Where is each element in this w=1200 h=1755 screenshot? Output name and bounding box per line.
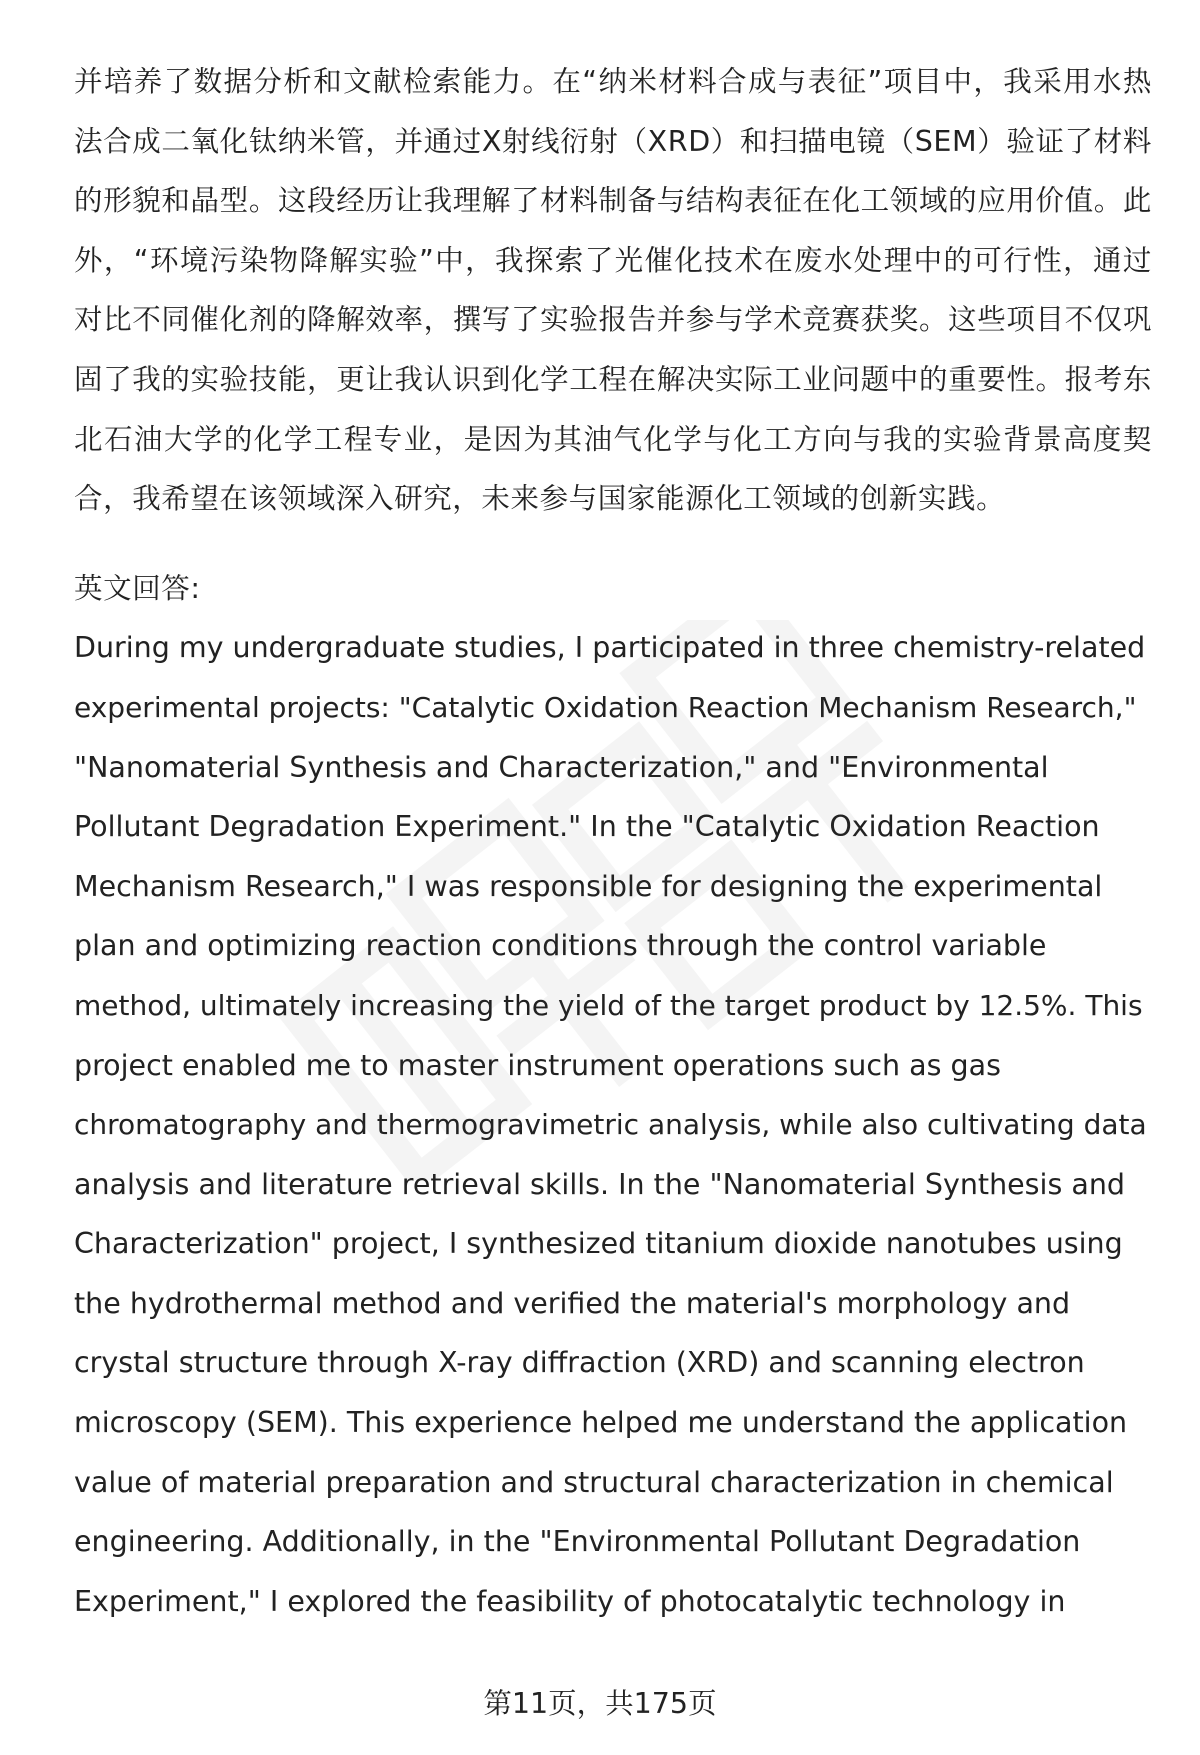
text-line: plan and optimizing reaction conditions through the control variable xyxy=(74,929,1047,963)
text-line: crystal structure through X-ray diffraction (XRD) and scanning electron xyxy=(74,1346,1085,1380)
text-line: "Nanomaterial Synthesis and Characterization," and "Environmental xyxy=(74,750,1049,784)
document-body xyxy=(74,52,1154,1631)
text-line: project enabled me to master instrument operations such as gas xyxy=(74,1048,1001,1082)
text-line: microscopy (SEM). This experience helped me understand the application xyxy=(74,1406,1128,1440)
page-number-footer: 第11页，共175页 xyxy=(483,1687,717,1720)
text-line: value of material preparation and structural characterization in chemical xyxy=(74,1465,1114,1499)
text-line: Characterization" project, I synthesized titanium dioxide nanotubes using xyxy=(74,1227,1123,1261)
text-line: experimental projects: "Catalytic Oxidation Reaction Mechanism Research," xyxy=(74,690,1137,724)
text-line: analysis and literature retrieval skills. In the "Nanomaterial Synthesis and xyxy=(74,1167,1125,1201)
text-line: Mechanism Research," I was responsible for designing the experimental xyxy=(74,869,1103,903)
text-line: Pollutant Degradation Experiment." In the "Catalytic Oxidation Reaction xyxy=(74,810,1100,844)
text-line: chromatography and thermogravimetric analysis, while also cultivating data xyxy=(74,1108,1147,1142)
english-paragraph xyxy=(74,618,1154,1631)
text-line: method, ultimately increasing the yield of the target product by 12.5%. This xyxy=(74,988,1143,1022)
text-line: engineering. Additionally, in the "Environmental Pollutant Degradation xyxy=(74,1525,1081,1559)
english-answer-heading: 英文回答: xyxy=(74,571,201,605)
text-line: Experiment," I explored the feasibility of photocatalytic technology in xyxy=(74,1584,1066,1618)
chinese-paragraph: 并培养了数据分析和文献检索能力。在“纳米材料合成与表征”项目中，我采用水热法合成二氧化钛纳米管，并通过X射线衍射（XRD）和扫描电镜（SEM）验证了材料的形貌和晶型。这段经历让我理解了材料制备与结构表征在化工领域的应用价值。此外，“环境污染物降解实验”中，我探索了光催化技术在废水处理中的可行性，通过对比不同催化剂的降解效率，撰写了实验报告并参与学术竞赛获奖。这些项目不仅巩固了我的实验技能，更让我认识到化学工程在解决实际工业问题中的重要性。报考东北石油大学的化学工程专业，是因为其油气化学与化工方向与我的实验背景高度契合，我希望在该领域深入研究，未来参与国家能源化工领域的创新实践。 xyxy=(74,65,1152,516)
text-line: During my undergraduate studies, I participated in three chemistry-related xyxy=(74,631,1146,665)
text-line: the hydrothermal method and verified the material's morphology and xyxy=(74,1286,1071,1320)
